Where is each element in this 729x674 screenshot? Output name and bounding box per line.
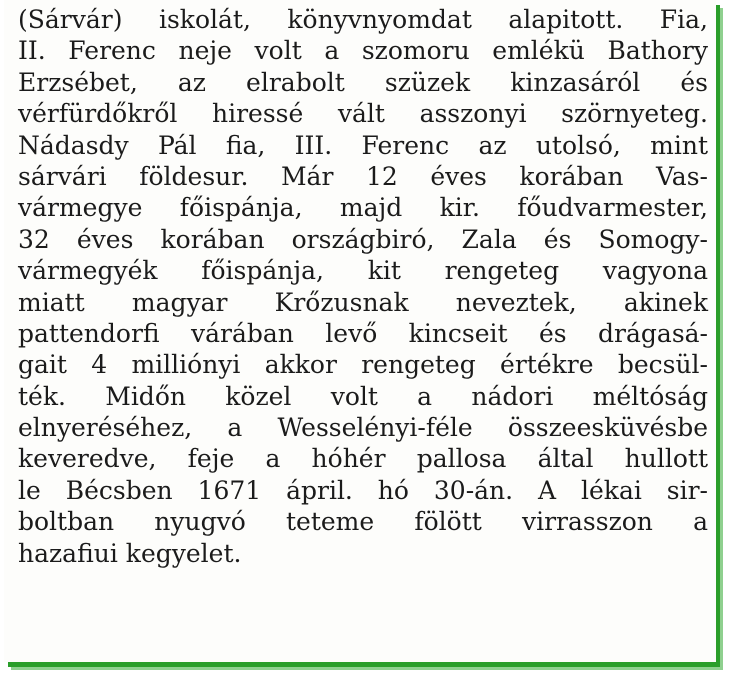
text-line: le Bécsben 1671 ápril. hó 30-án. A lékai sir- (18, 475, 708, 505)
article-text (18, 4, 708, 569)
text-line: Erzsébet, az elrabolt szüzek kinzasáról és (18, 67, 708, 97)
text-line: keveredve, feje a hóhér pallosa által hullott (18, 444, 708, 474)
text-line: vérfürdőkről hiressé vált asszonyi szörnyeteg. (18, 99, 708, 129)
text-line: II. Ferenc neje volt a szomoru emlékü Bathory (18, 36, 708, 66)
text-line: pattendorfi várában levő kincseit és drágasá- (18, 318, 708, 348)
text-line: elnyeréséhez, a Wesselényi-féle összeesküvésbe (18, 413, 708, 443)
text-line: boltban nyugvó teteme fölött virrasszon a (18, 507, 708, 537)
text-line: gait 4 milliónyi akkor rengeteg értékre becsül- (18, 350, 708, 380)
newspaper-clipping (4, 0, 716, 662)
text-line: vármegyék főispánja, kit rengeteg vagyona (18, 256, 708, 286)
text-line: sárvári földesur. Már 12 éves korában Vas- (18, 161, 708, 191)
text-line: vármegye főispánja, majd kir. főudvarmester, (18, 193, 708, 223)
text-line: ték. Midőn közel volt a nádori méltóság (18, 381, 708, 411)
text-line: (Sárvár) iskolát, könyvnyomdat alapitott. Fia, (18, 5, 708, 34)
text-line: miatt magyar Krőzusnak neveztek, akinek (18, 287, 708, 317)
text-line: hazafiui kegyelet. (18, 538, 242, 568)
text-line: Nádasdy Pál fia, III. Ferenc az utolsó, mint (18, 130, 708, 160)
text-line: 32 éves korában országbiró, Zala és Somogy- (18, 224, 708, 254)
